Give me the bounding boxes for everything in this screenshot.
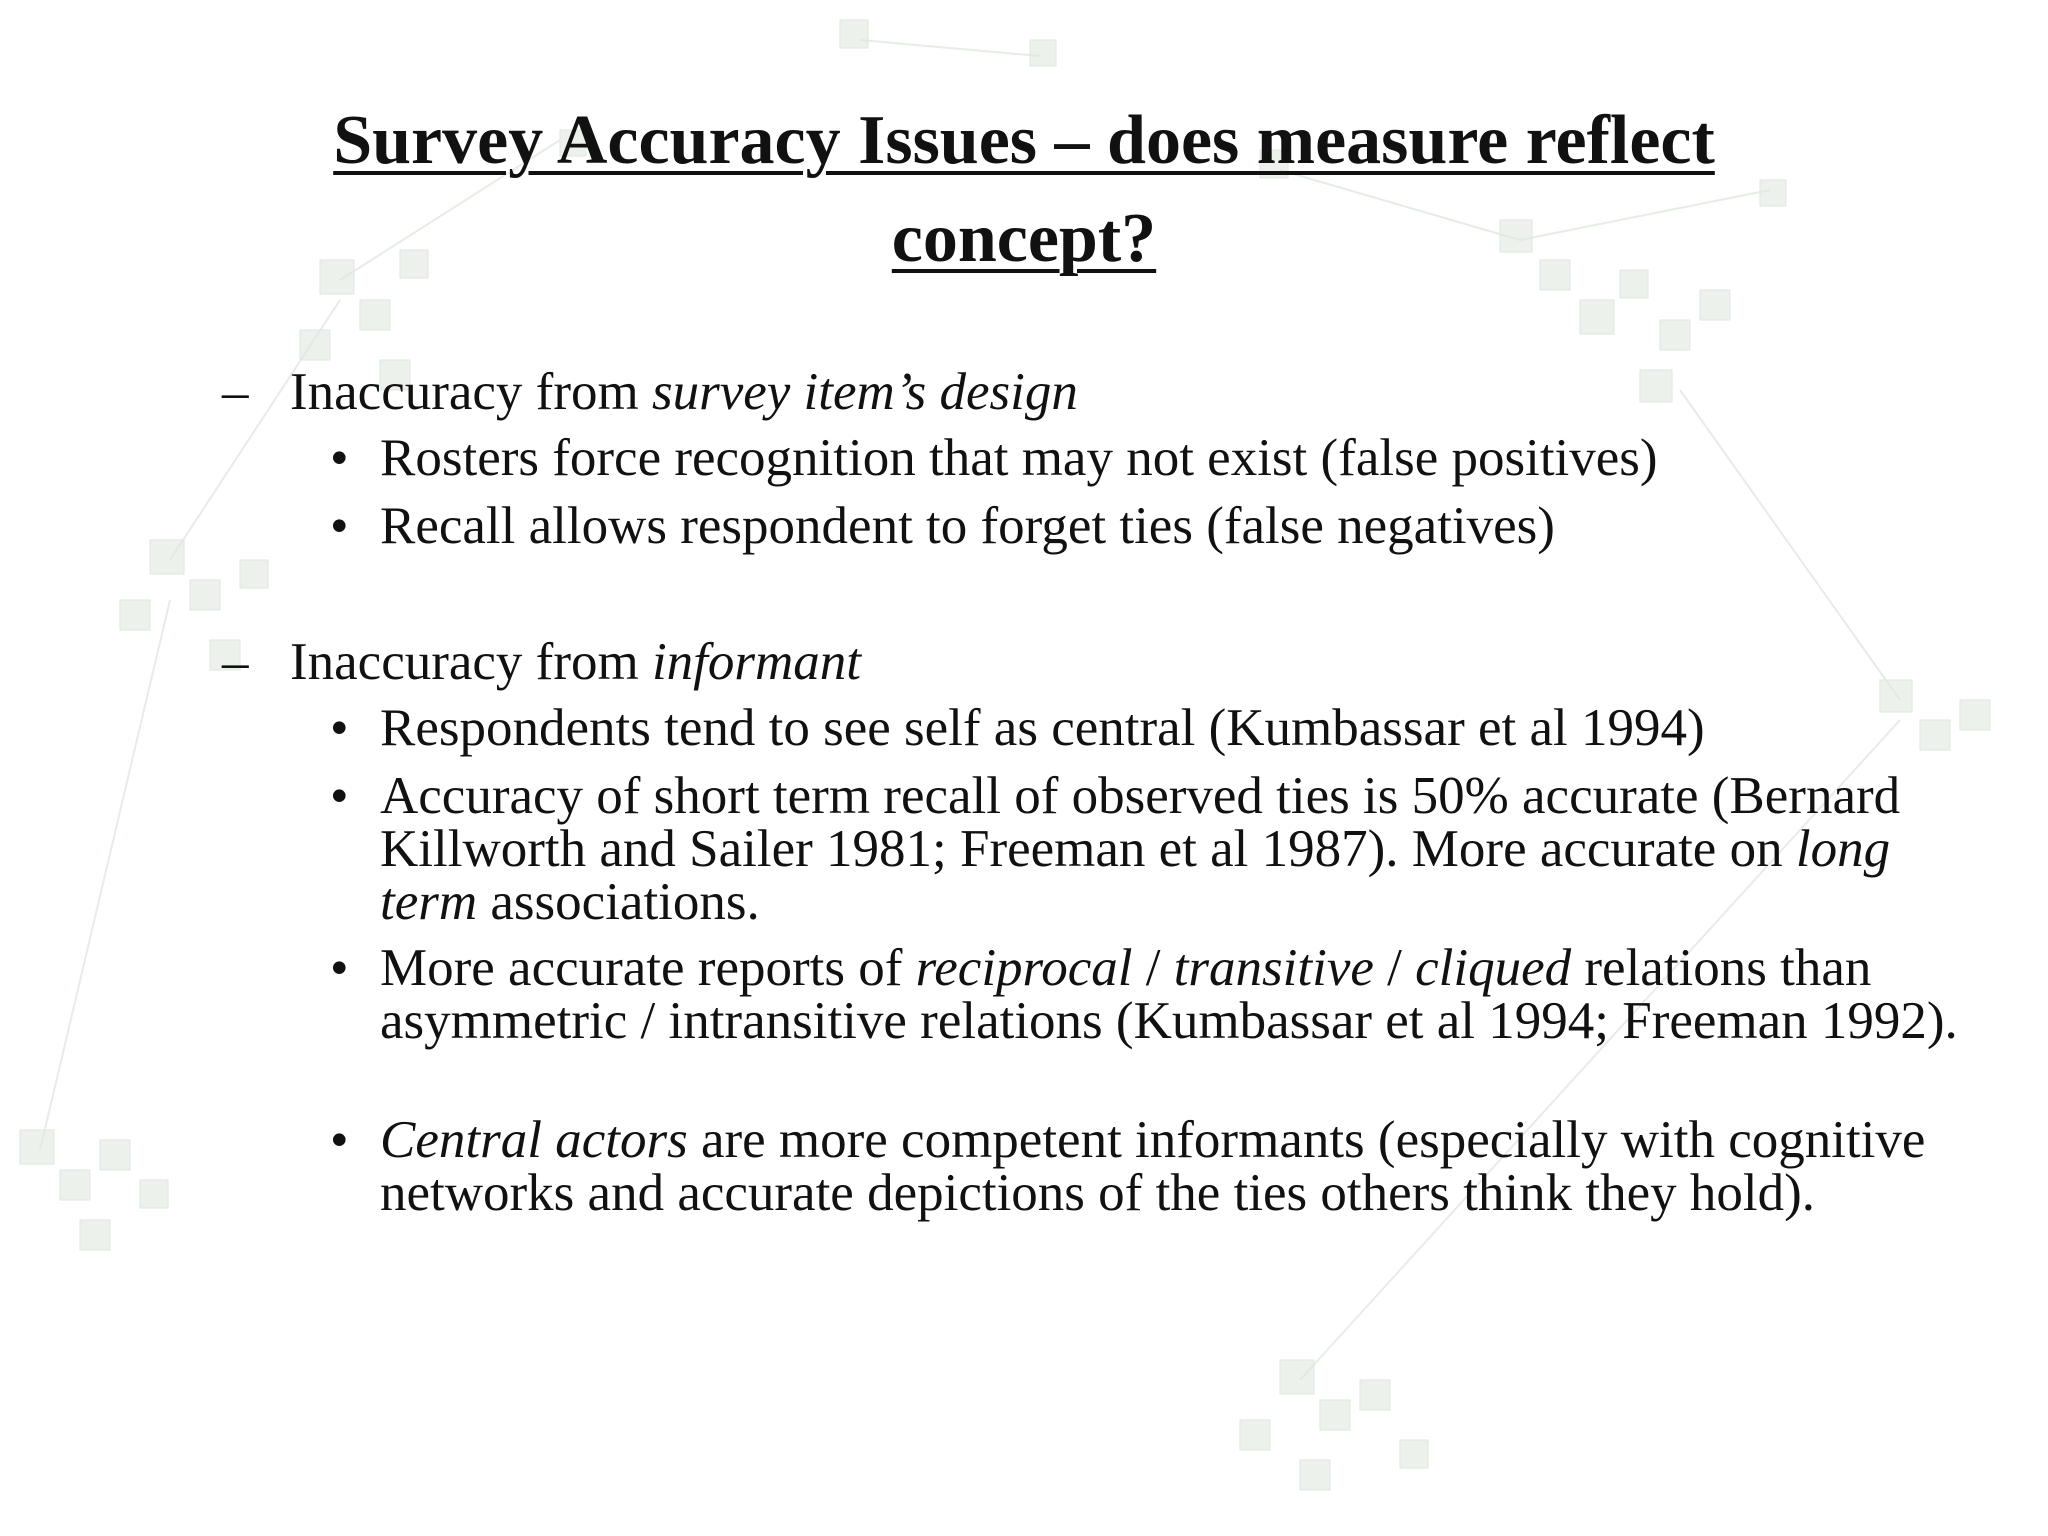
bullet-marker: •	[330, 699, 349, 757]
section-lead: Inaccuracy from	[290, 363, 652, 421]
bullet-marker: •	[330, 767, 349, 825]
bullet-text: Rosters force recognition that may not exist (false positives)	[380, 429, 1658, 487]
section-heading-survey-design	[222, 362, 1078, 422]
section-heading-informant	[222, 632, 861, 692]
bullet-text-separator: /	[1132, 939, 1174, 997]
bullet-text-part: are more competent informants (especially with cognitive networks and accurate depictions of the ties others think they hold).	[380, 1111, 1926, 1222]
bullet-text-italic: reciprocal	[915, 939, 1133, 997]
bullet-text-part: More accurate reports of	[380, 939, 916, 997]
bullet-text-italic: cliqued	[1415, 939, 1572, 997]
bullet-text-italic: Central actors	[380, 1111, 688, 1169]
bullet-text-part: relations than asymmetric / intransitive relations (Kumbassar et al 1994; Freeman 1992).	[380, 939, 1958, 1050]
bullet-text-part: Accuracy of short term recall of observed ties is 50% accurate (Bernard Killworth and Sailer 1981; Freeman et al 1987). More accurate on	[380, 767, 1901, 878]
section-lead-italic: informant	[651, 633, 862, 691]
section-lead: Inaccuracy from	[290, 633, 652, 691]
bullet-marker: •	[330, 1111, 349, 1169]
section-lead-italic: survey item’s design	[651, 363, 1078, 421]
dash-marker: –	[222, 633, 249, 691]
bullet-text: Respondents tend to see self as central (Kumbassar et al 1994)	[380, 699, 1705, 757]
dash-marker: –	[222, 363, 249, 421]
bullet-text-italic: long term	[380, 820, 1891, 931]
bullet-marker: •	[330, 497, 349, 555]
bullet-text-separator: /	[1373, 939, 1416, 997]
bullet-text	[380, 939, 1960, 1050]
slide-title-text: Survey Accuracy Issues – does measure reflect concept?	[333, 102, 1715, 277]
bullet-text: Recall allows respondent to forget ties (false negatives)	[380, 497, 1555, 555]
bullet-text-italic: transitive	[1173, 939, 1374, 997]
bullet-text	[380, 1111, 1960, 1222]
bullet-text	[380, 767, 1960, 931]
bullet-marker: •	[330, 939, 349, 997]
bullet-marker: •	[330, 429, 349, 487]
bullet-text-part: associations.	[477, 873, 760, 931]
